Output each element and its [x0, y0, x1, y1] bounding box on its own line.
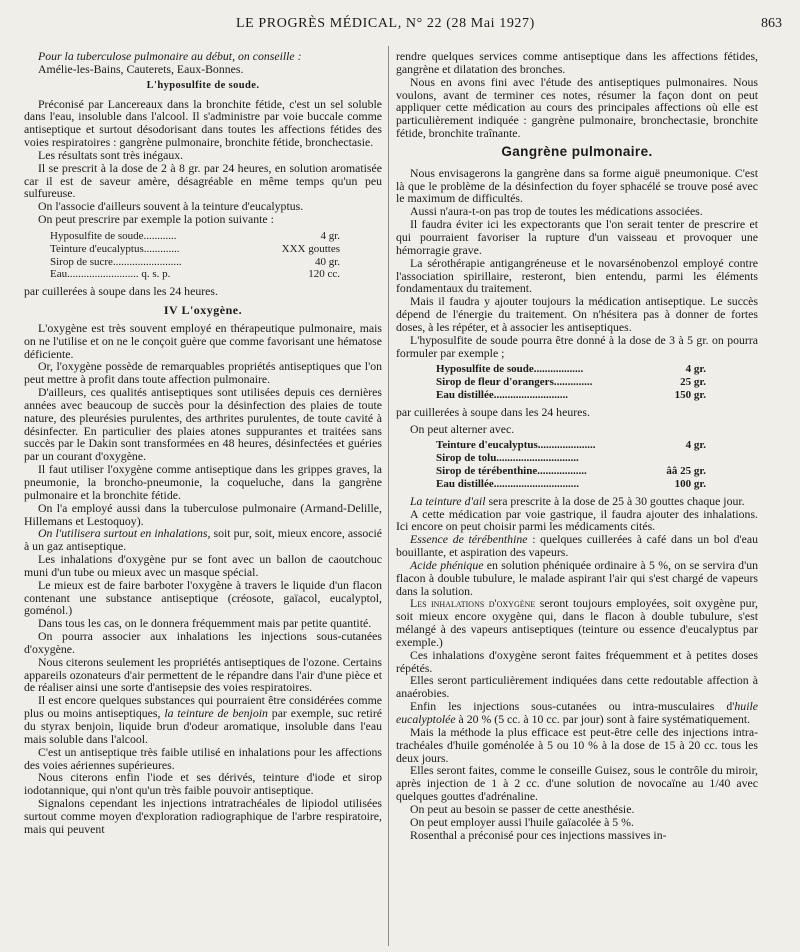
left-column — [24, 50, 382, 836]
paragraph: La sérothérapie antigangréneuse et le novarsénobenzol employé contre l'association spirillaire, resteront, bien entendu, parmi les éléments fondamentaux du traitement. — [396, 255, 758, 296]
paragraph: Il faudra éviter ici les expectorants que l'on serait tenter de prescrire et qui pourraient favoriser la rupture d'un vaisseau et provoquer une hémorragie grave. — [396, 217, 758, 257]
paragraph: Il faut utiliser l'oxygène comme antiseptique dans les grippes graves, la pneumonie, la broncho-pneumonie, la coqueluche, dans la gangrène pulmonaire et la bronchite fétide. — [24, 462, 382, 502]
recipe-hyposulfite — [436, 363, 706, 401]
recipe-line: Eau distillée........................... 150 gr. — [436, 389, 706, 401]
paragraph: On peut alterner avec. — [410, 421, 515, 436]
paragraph: A cette médication par voie gastrique, il faudra ajouter des inhalations. Ici encore on peut choisir parmi les médicaments cités. — [396, 506, 758, 534]
paragraph: Dans tous les cas, on le donnera fréquemment mais par petite quantité. — [38, 616, 372, 631]
paragraph: Mais la méthode la plus efficace est peut-être celle des injections intra-trachéales d'huile goménolée à 5 ou 10 % à la dose de 15 à 20 cc. tous les deux jours. — [396, 724, 758, 765]
paragraph: par cuillerées à soupe dans les 24 heures. — [24, 284, 218, 299]
intro-places: Amélie-les-Bains, Cauterets, Eaux-Bonnes. — [38, 61, 244, 76]
column-divider — [388, 46, 389, 946]
paragraph: Nous en avons fini avec l'étude des antiseptiques pulmonaires. Nous voulons, avant de terminer ces notes, résumer la façon dont on peut appliquer cette médication au cours des principales affections où elle est particulièrement indiquée : gangrène pulmonaire, bronchectasie, bronchite fétide, bronchite traînante. — [396, 74, 758, 141]
recipe-line: Sirop de fleur d'orangers.............. 25 gr. — [436, 376, 706, 389]
paragraph: D'ailleurs, ces qualités antiseptiques sont utilisées depuis ces dernières années avec beaucoup de succès pour la désinfection des plaies de toute nature, des pleurésies purulentes, des arthrites purulentes, de toute cavité à désinfecter. En particulier des plaies atones suppurantes et traitées sans succès par le Dakin sont transformées en 48 heures, désinfectées et guéries par un courant d'oxygène. — [24, 385, 382, 464]
journal-title: LE PROGRÈS MÉDICAL, N° 22 (28 Mai 1927) — [236, 16, 535, 31]
potion-recipe — [50, 230, 340, 281]
intro-text: Pour la tuberculose pulmonaire au début, on conseille : — [38, 49, 302, 63]
section-heading-oxygen: IV L'oxygène. — [163, 303, 243, 317]
paragraph: Rosenthal a préconisé pour ces injections massives in- — [410, 827, 667, 842]
paragraph: C'est un antiseptique très faible utilisé en inhalations pour les affections des voies aériennes supérieures. — [24, 744, 382, 772]
paragraph: Enfin les injections sous-cutanées ou intra-musculaires d'huile eucalyptolée à 20 % (5 cc. à 10 cc. par jour) sont à faire systématiquement. — [396, 699, 758, 727]
paragraph: par cuillerées à soupe dans les 24 heures. — [396, 404, 590, 419]
paragraph: Les résultats sont très inégaux. — [38, 147, 184, 162]
page-number: 863 — [761, 16, 782, 31]
recipe-line: Teinture d'eucalyptus............. XXX gouttes — [50, 242, 340, 255]
paragraph: On peut prescrire par exemple la potion suivante : — [38, 212, 274, 227]
paragraph: Ces inhalations d'oxygène seront faites fréquemment et à petites doses répétés. — [396, 647, 758, 675]
hyposulfite-heading: L'hyposulfite de soude. — [146, 79, 260, 91]
recipe-line: Eau distillée............................... 100 gr. — [436, 477, 706, 490]
paragraph: L'oxygène est très souvent employé en thérapeutique pulmonaire, mais on ne l'utilise et on ne le conçoit guère que comme favorisant une hématose déficiente. — [24, 320, 382, 361]
paragraph: L'hyposulfite de soude pourra être donné à la dose de 3 à 5 gr. on pourra formuler par exemple ; — [396, 332, 758, 360]
paragraph: On peut au besoin se passer de cette anesthésie. — [410, 801, 635, 816]
paragraph: Nous citerons seulement les propriétés antiseptiques de l'ozone. Certains appareils ozonateurs d'air permettent de le répandre dans l'air d'une pièce et de réaliser ainsi une sorte d'antisepsie des voies respiratoires. — [24, 654, 382, 695]
paragraph: Acide phénique en solution phéniquée ordinaire à 5 %, on se servira d'un flacon à double tubulure, le malade aspirant l'air qui s'est chargé de vapeurs dans la solution. — [396, 557, 758, 598]
paragraph: Il est encore quelques substances qui pourraient être considérées comme plus ou moins antiseptiques, la teinture de benjoin par exemple, suc retiré du styrax benjoin, liquide brun d'odeur aromatique, insoluble dans l'eau mais soluble dans l'alcool. — [24, 693, 382, 746]
paragraph: Le mieux est de faire barboter l'oxygène à travers le liquide d'un flacon contenant une substance antiseptique (créosote, gaïacol, eucalyptol, goménol.) — [24, 577, 382, 618]
recipe-line: Hyposulfite de soude............ 4 gr. — [50, 229, 340, 242]
paragraph: Elles seront particulièrement indiquées dans cette redoutable affection à anaérobies. — [396, 673, 758, 701]
running-header — [22, 16, 782, 36]
paragraph: Signalons cependant les injections intratrachéales de lipiodol utilisées surtout comme moyen d'exploration radiographique de l'arbre respiratoire, mais qui peuvent — [24, 796, 382, 836]
paragraph: Nous envisagerons la gangrène dans sa forme aiguë pneumonique. C'est là que le problème de la désinfection du foyer sphacélé se trouve posé avec le maximum de difficultés. — [396, 165, 758, 206]
paragraph: Aussi n'aura-t-on pas trop de toutes les médications associées. — [410, 204, 703, 219]
recipe-line: Sirop de sucre......................... 40 gr. — [50, 255, 340, 268]
recipe-eucalyptus — [436, 439, 706, 490]
paragraph: On l'utilisera surtout en inhalations, soit pur, soit, mieux encore, associé à un gaz antiseptique. — [24, 526, 382, 554]
paragraph: On pourra associer aux inhalations les injections sous-cutanées d'oxygène. — [24, 629, 382, 656]
paragraph: Or, l'oxygène possède de remarquables propriétés antiseptiques que l'on peut mettre à profit dans toute affection pulmonaire. — [24, 359, 382, 387]
paragraph: Nous citerons enfin l'iode et ses dérivés, teinture d'iode et sirop iodotannique, qui n'ont qu'un très faible pouvoir antiseptique. — [24, 770, 382, 798]
paragraph: On l'a employé aussi dans la tuberculose pulmonaire (Armand-Delille, Hillemans et Lestoquoy). — [24, 500, 382, 528]
paragraph: rendre quelques services comme antiseptique dans les affections fétides, gangrène et dilatation des bronches. — [396, 49, 758, 76]
paragraph: Essence de térébenthine : quelques cuillerées à café dans un bol d'eau bouillante, et aspiration des vapeurs. — [396, 532, 758, 560]
paragraph: Préconisé par Lancereaux dans la bronchite fétide, c'est un sel soluble dans l'eau, insoluble dans l'alcool. Il s'administre par voie buccale comme antiseptique et surtout désodorisant dans toutes les affections fétides des voies respiratoires : gangrène pulmonaire, bronchite fétide, bronchectasie. — [24, 96, 382, 150]
paragraph: Il se prescrit à la dose de 2 à 8 gr. par 24 heures, en solution aromatisée car il est de saveur amère, désagréable en même temps qu'un peu sulfureuse. — [24, 160, 382, 201]
paragraph: On l'associe d'ailleurs souvent à la teinture d'eucalyptus. — [38, 199, 304, 214]
right-column — [396, 50, 758, 841]
section-heading-gangrene: Gangrène pulmonaire. — [501, 143, 653, 159]
recipe-line: Teinture d'eucalyptus..................... 4 gr. — [436, 439, 706, 452]
paragraph: Les inhalations d'oxygène seront toujours employées, soit oxygène pur, soit mieux encore oxygène qui, dans le flacon à double tubulure, s'est mélangé à des vapeurs antiseptiques (teinture ou essence d'eucalyptus par exemple.) — [396, 596, 758, 649]
recipe-line: Hyposulfite de soude.................. 4 gr. — [436, 363, 706, 376]
paragraph: Mais il faudra y ajouter toujours la médication antiseptique. Le succès dépend de l'énergie du traitement. On n'hésitera pas à donner de fortes doses, à les répéter, et à associer les antiseptiques. — [396, 294, 758, 334]
paragraph: Elles seront faites, comme le conseille Guisez, sous le contrôle du miroir, après injection de 1 à 2 cc. d'une solution de novocaïne au 1/40 avec quelques gouttes d'adrénaline. — [396, 763, 758, 804]
paragraph: La teinture d'ail sera prescrite à la dose de 25 à 30 gouttes chaque jour. — [410, 493, 745, 508]
recipe-line: Sirop de térébenthine.................. ââ 25 gr. — [436, 465, 706, 478]
paragraph: On peut employer aussi l'huile gaïacolée à 5 %. — [410, 814, 634, 829]
paragraph: Les inhalations d'oxygène pur se font avec un ballon de caoutchouc muni d'un tube ou mieux avec un masque spécial. — [24, 552, 382, 579]
recipe-line: Sirop de tolu.............................. — [436, 452, 579, 465]
recipe-line: Eau.......................... q. s. p. 120 cc. — [50, 268, 340, 281]
